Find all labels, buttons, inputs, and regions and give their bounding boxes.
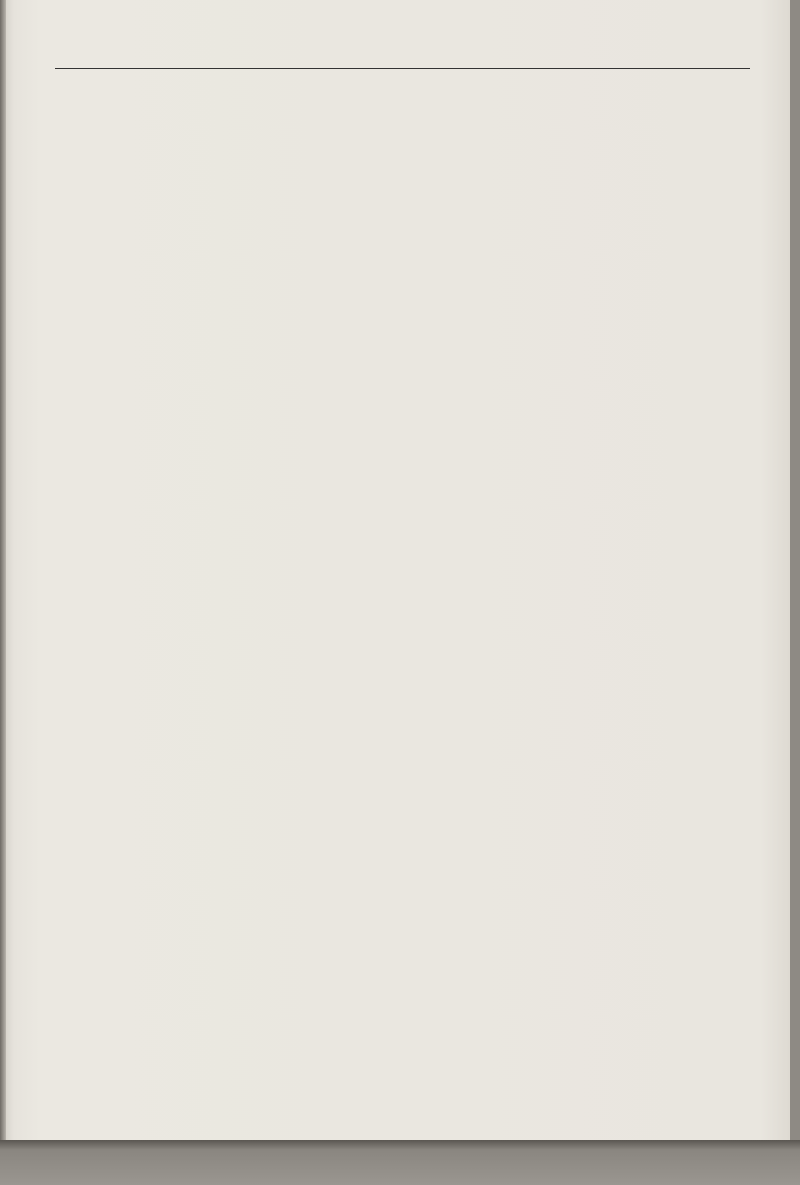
page-content xyxy=(55,84,750,102)
page-bottom-edge xyxy=(0,1140,800,1185)
running-head xyxy=(55,40,750,69)
book-spine-shadow xyxy=(0,0,6,1140)
